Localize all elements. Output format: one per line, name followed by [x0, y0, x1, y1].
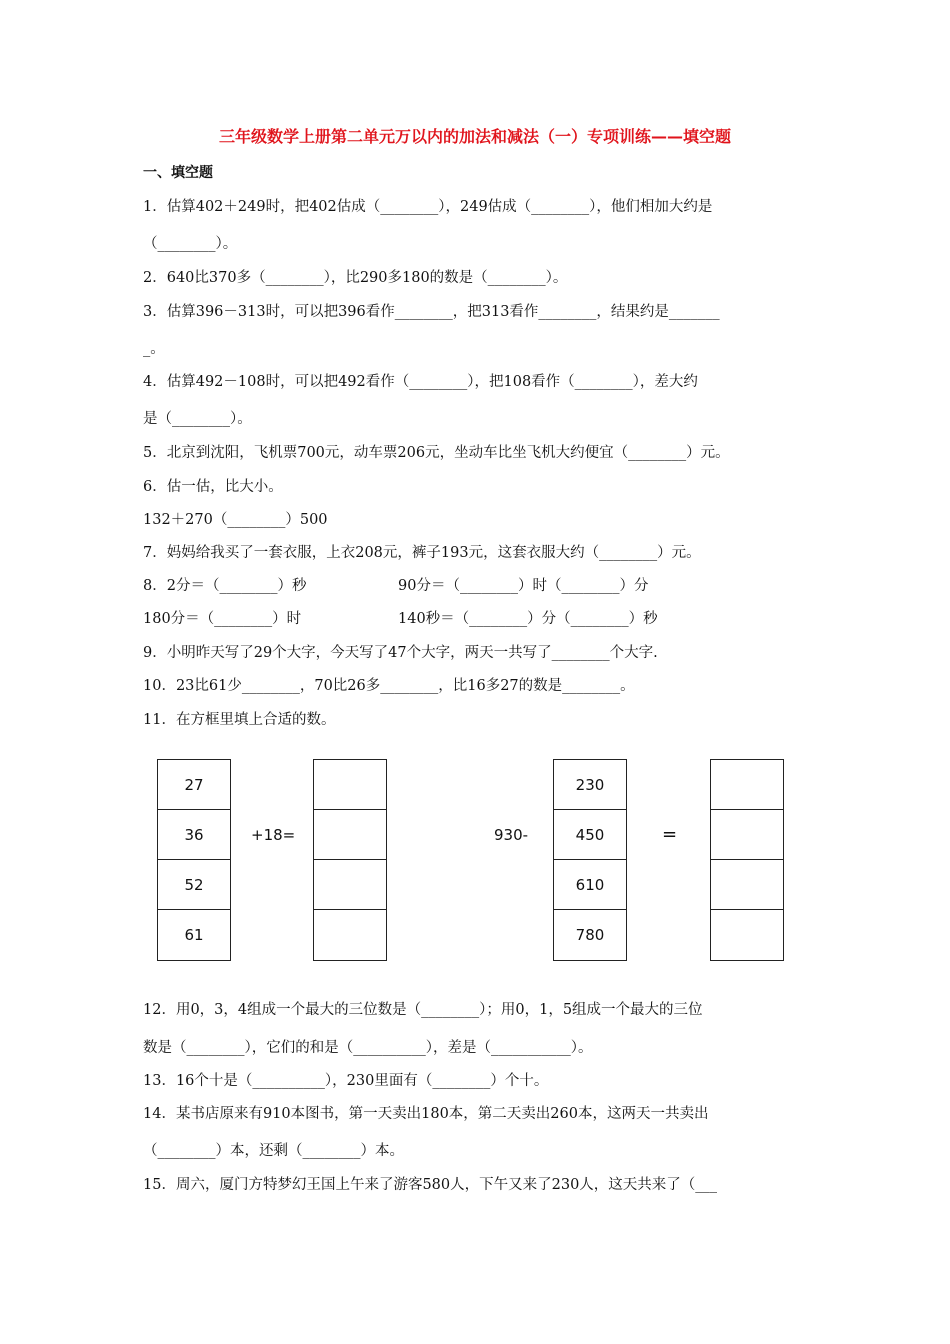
question-6-line-2: 132＋270（________）500 — [143, 512, 328, 528]
number-box: 780 — [575, 926, 605, 944]
number-box: 61 — [184, 926, 204, 944]
question-8-item-a: 8．2分＝（________）秒 — [143, 578, 307, 594]
question-9: 9．小明昨天写了29个大字，今天写了47个大字，两天一共写了________个大字. — [143, 645, 658, 661]
right-answer-stack — [710, 759, 784, 961]
number-box: 52 — [158, 860, 230, 910]
number-box: 27 — [158, 760, 230, 810]
answer-box[interactable] — [314, 910, 386, 960]
question-13: 13．16个十是（__________），230里面有（________）个十。 — [143, 1073, 549, 1089]
answer-box[interactable] — [314, 760, 386, 810]
question-15: 15．周六，厦门方特梦幻王国上午来了游客580人，下午又来了230人，这天共来了（___ — [143, 1177, 718, 1193]
question-4-line-2: 是（________）。 — [143, 411, 252, 427]
question-3-line-1: 3．估算396－313时，可以把396看作________，把313看作________，结果约是_______ — [143, 304, 720, 320]
question-6-line-1: 6．估一估，比大小。 — [143, 479, 283, 495]
question-14-line-1: 14．某书店原来有910本图书，第一天卖出180本，第二天卖出260本，这两天一共卖出 — [143, 1106, 709, 1122]
minus-prefix: 930- — [494, 826, 529, 844]
question-1-line-1: 1．估算402＋249时，把402估成（________），249估成（________），他们相加大约是 — [143, 199, 713, 215]
question-1-line-2: （________）。 — [143, 236, 238, 252]
equals-sign: = — [662, 824, 678, 845]
section-heading: 一、填空题 — [143, 165, 213, 181]
question-2: 2．640比370多（________），比290多180的数是（________）。 — [143, 270, 568, 286]
question-8-item-b: 90分＝（________）时（________）分 — [398, 578, 649, 594]
number-box: 36 — [158, 810, 230, 860]
question-5: 5．北京到沈阳，飞机票700元，动车票206元，坐动车比坐飞机大约便宜（________）元。 — [143, 445, 730, 461]
page-title: 三年级数学上册第二单元万以内的加法和减法（一）专项训练——填空题 — [218, 127, 731, 146]
answer-box[interactable] — [711, 760, 783, 810]
left-answer-stack — [313, 759, 387, 961]
question-10: 10．23比61少________，70比26多________，比16多27的数是________。 — [143, 678, 635, 694]
answer-box[interactable] — [314, 810, 386, 860]
answer-box[interactable] — [711, 810, 783, 860]
question-14-line-2: （________）本，还剩（________）本。 — [143, 1143, 404, 1159]
question-8-item-c: 180分＝（________）时 — [143, 611, 302, 627]
number-box: 230 — [554, 760, 626, 810]
question-12-line-2: 数是（________），它们的和是（__________），差是（___________）。 — [143, 1040, 593, 1056]
answer-box[interactable] — [711, 910, 783, 960]
answer-box[interactable] — [314, 860, 386, 910]
question-8-item-d: 140秒＝（________）分（________）秒 — [398, 611, 658, 627]
number-box: 450 — [554, 810, 626, 860]
question-12-line-1: 12．用0，3，4组成一个最大的三位数是（________）；用0，1，5组成一个最大的三位 — [143, 1002, 703, 1018]
question-11: 11．在方框里填上合适的数。 — [143, 712, 336, 728]
number-box: 610 — [554, 860, 626, 910]
question-4-line-1: 4．估算492－108时，可以把492看作（________），把108看作（________），差大约 — [143, 374, 698, 390]
question-3-line-2: _。 — [143, 341, 165, 357]
right-number-stack — [553, 759, 627, 961]
answer-box[interactable] — [711, 860, 783, 910]
plus-operator: +18= — [251, 826, 296, 844]
left-number-stack — [157, 759, 231, 961]
question-7: 7．妈妈给我买了一套衣服，上衣208元，裤子193元，这套衣服大约（________）元。 — [143, 545, 701, 561]
